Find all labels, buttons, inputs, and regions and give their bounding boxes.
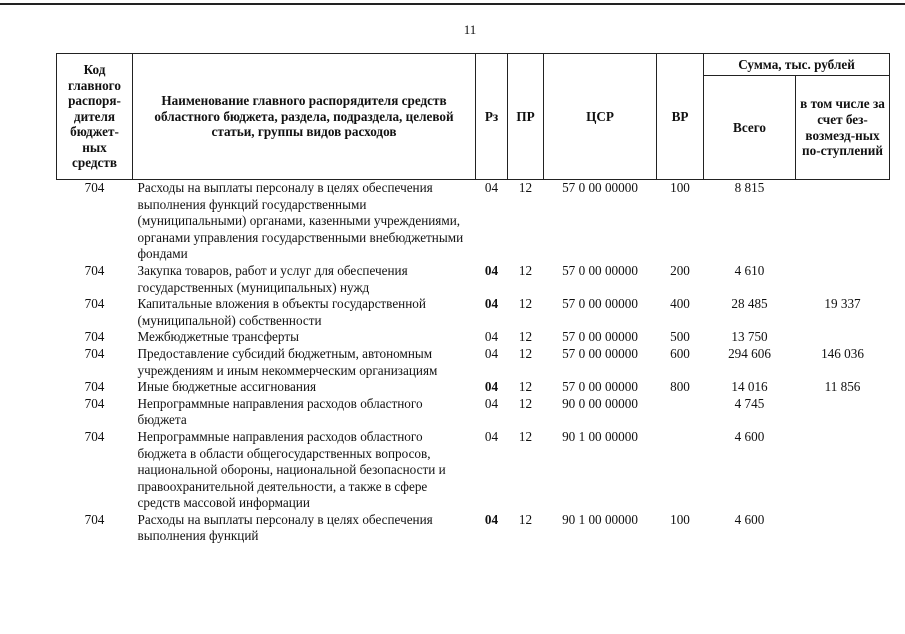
cell-gratuitous	[796, 329, 890, 346]
cell-rz: 04	[484, 180, 499, 195]
header-sum-group: Сумма, тыс. рублей	[704, 54, 890, 76]
cell-csr: 57 0 00 00000	[562, 262, 638, 278]
header-pr: ПР	[508, 54, 544, 180]
cell-code: 704	[84, 262, 105, 278]
cell-gratuitous	[796, 180, 890, 263]
cell-code: 704	[84, 395, 105, 411]
cell-name: Расходы на выплаты персоналу в целях обеспечения выполнения функций	[137, 511, 433, 544]
cell-csr: 57 0 00 00000	[562, 180, 638, 195]
header-code: Код главного распоря-дителя бюджет-ных средств	[57, 54, 133, 180]
top-rule	[0, 3, 905, 5]
table-header	[57, 54, 890, 180]
cell-pr: 12	[518, 511, 533, 527]
cell-rz: 04	[484, 329, 499, 345]
cell-pr: 12	[518, 428, 533, 444]
cell-name: Непрограммные направления расходов областного бюджета в области общегосударственных вопросов, национальной обороны, национальной безопасности и правоохранительной деятельности, а также в сфере средств массовой информации	[137, 428, 446, 511]
header-name: Наименование главного распорядителя средств областного бюджета, раздела, подраздела, целевой статьи, группы видов расходов	[133, 54, 476, 180]
cell-csr: 90 1 00 00000	[562, 511, 638, 527]
cell-vr	[657, 429, 704, 512]
table-body	[57, 180, 890, 546]
cell-code: 704	[84, 428, 105, 444]
cell-pr: 12	[518, 180, 533, 195]
cell-gratuitous	[796, 429, 890, 512]
cell-pr: 12	[518, 329, 533, 345]
cell-csr: 57 0 00 00000	[562, 329, 638, 345]
cell-code: 704	[84, 180, 105, 195]
header-vr: ВР	[657, 54, 704, 180]
cell-rz: 04	[484, 379, 499, 395]
cell-name: Капитальные вложения в объекты государственной (муниципальной) собственности	[137, 296, 426, 328]
cell-csr: 90 0 00 00000	[562, 395, 638, 411]
cell-code: 704	[84, 511, 105, 527]
cell-rz: 04	[484, 395, 499, 411]
cell-vr: 400	[670, 296, 690, 312]
cell-total: 28 485	[731, 296, 768, 312]
table-row	[57, 429, 890, 512]
table-row	[57, 263, 890, 296]
cell-pr: 12	[518, 296, 533, 312]
table-row	[57, 379, 890, 396]
cell-name: Межбюджетные трансферты	[137, 329, 299, 345]
table-row	[57, 396, 890, 429]
cell-code: 704	[84, 379, 105, 395]
cell-rz: 04	[484, 511, 499, 527]
cell-pr: 12	[518, 379, 533, 395]
page-number: 11	[463, 22, 477, 37]
cell-total: 294 606	[728, 345, 771, 361]
cell-total: 8 815	[734, 180, 765, 195]
table-row	[57, 346, 890, 379]
cell-rz: 04	[484, 262, 499, 278]
header-total: Всего	[704, 76, 796, 180]
cell-pr: 12	[518, 345, 533, 361]
cell-total: 4 610	[734, 262, 765, 278]
cell-pr: 12	[518, 395, 533, 411]
header-gratuitous: в том числе за счет без-возмезд-ных по-ступлений	[796, 76, 890, 180]
cell-total: 4 600	[734, 511, 765, 527]
cell-code: 704	[84, 329, 105, 345]
cell-rz: 04	[484, 296, 499, 312]
cell-name: Предоставление субсидий бюджетным, автономным учреждениям и иным некоммерческим организациям	[137, 345, 438, 378]
cell-total: 4 600	[734, 428, 765, 444]
cell-rz: 04	[484, 428, 499, 444]
cell-pr: 12	[518, 262, 533, 278]
table-row	[57, 329, 890, 346]
cell-gratuitous: 19 337	[824, 296, 861, 312]
header-rz: Рз	[476, 54, 508, 180]
cell-vr: 100	[670, 511, 690, 527]
cell-vr: 200	[670, 262, 690, 278]
cell-gratuitous	[796, 396, 890, 429]
cell-gratuitous: 146 036	[821, 345, 864, 361]
cell-name: Иные бюджетные ассигнования	[137, 379, 317, 395]
cell-code: 704	[84, 345, 105, 361]
cell-vr	[657, 396, 704, 429]
cell-name: Расходы на выплаты персоналу в целях обеспечения выполнения функций государственными (муниципальными) органами, казенными учреждениями, органами управления государственными внебюджетными фондами	[137, 180, 464, 262]
cell-vr: 100	[670, 180, 690, 195]
cell-total: 13 750	[731, 329, 768, 345]
cell-csr: 57 0 00 00000	[562, 345, 638, 361]
cell-gratuitous: 11 856	[824, 379, 861, 395]
budget-table	[56, 53, 890, 545]
cell-rz: 04	[484, 345, 499, 361]
cell-vr: 600	[670, 345, 690, 361]
table-row	[57, 296, 890, 329]
cell-total: 14 016	[731, 379, 768, 395]
cell-gratuitous	[796, 263, 890, 296]
table-row	[57, 512, 890, 545]
cell-name: Непрограммные направления расходов областного бюджета	[137, 395, 423, 428]
cell-vr: 500	[670, 329, 690, 345]
cell-csr: 90 1 00 00000	[562, 428, 638, 444]
table-row	[57, 180, 890, 263]
cell-gratuitous	[796, 512, 890, 545]
cell-csr: 57 0 00 00000	[562, 296, 638, 312]
cell-csr: 57 0 00 00000	[562, 379, 638, 395]
cell-vr: 800	[670, 379, 690, 395]
cell-name: Закупка товаров, работ и услуг для обеспечения государственных (муниципальных) нужд	[137, 262, 408, 295]
header-csr: ЦСР	[544, 54, 657, 180]
cell-total: 4 745	[734, 395, 765, 411]
cell-code: 704	[84, 296, 105, 312]
